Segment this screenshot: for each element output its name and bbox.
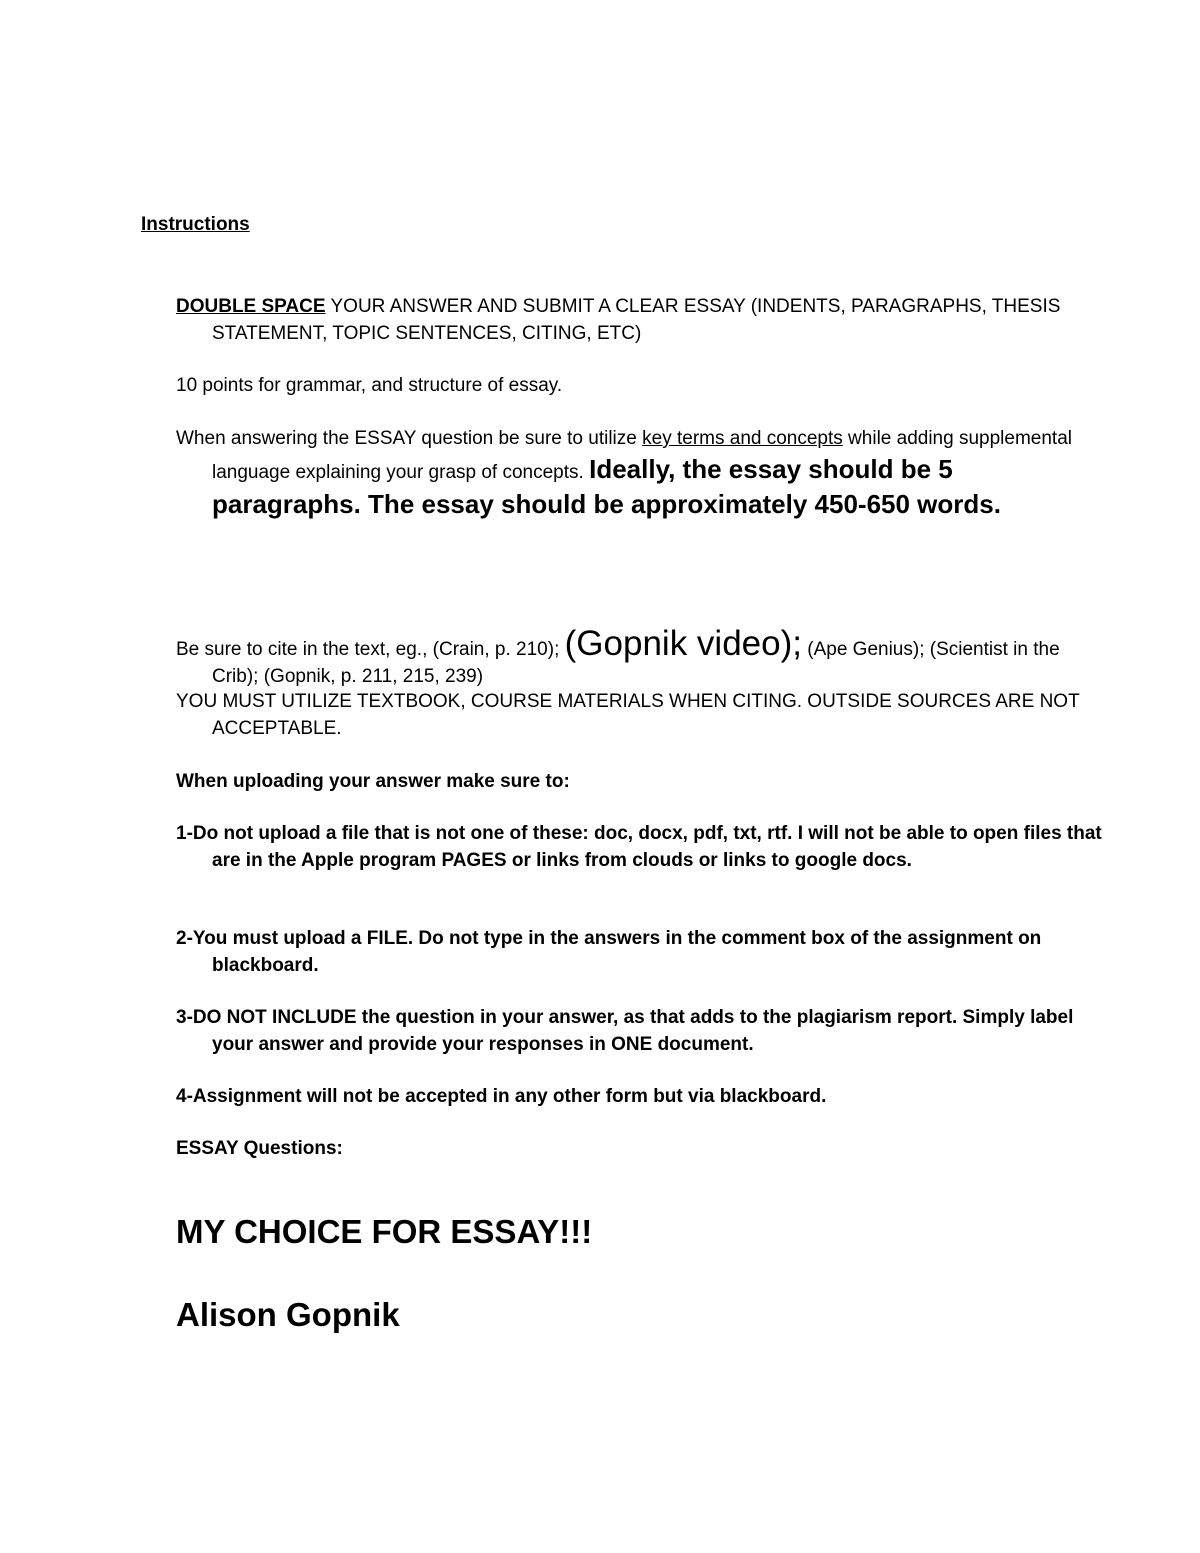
upload-rule-4: 4-Assignment will not be accepted in any other form but via blackboard. <box>176 1086 827 1107</box>
key-terms-text-b: while adding supplemental language explaining your grasp of concepts. <box>212 428 1072 483</box>
essay-length-note: Ideally, the essay should be 5 paragraphs. The essay should be approximately 450-650 words. <box>212 454 1001 519</box>
double-space-paragraph <box>176 293 1102 347</box>
sources-warning: YOU MUST UTILIZE TEXTBOOK, COURSE MATERIALS WHEN CITING. OUTSIDE SOURCES ARE NOT ACCEPTABLE. <box>176 691 1080 739</box>
key-terms-text-a: When answering the ESSAY question be sure to utilize <box>176 428 643 449</box>
upload-rule-1: 1-Do not upload a file that is not one of these: doc, docx, pdf, txt, rtf. I will not be able to open files that are in the Apple program PAGES or links from clouds or links to google docs. <box>176 823 1102 871</box>
choice-heading: MY CHOICE FOR ESSAY!!! <box>176 1213 593 1250</box>
double-space-rest: YOUR ANSWER AND SUBMIT A CLEAR ESSAY (INDENTS, PARAGRAPHS, THESIS STATEMENT, TOPIC SENTENCES, CITING, ETC) <box>212 296 1061 344</box>
grammar-points-paragraph: 10 points for grammar, and structure of essay. <box>176 375 563 396</box>
upload-rule-2: 2-You must upload a FILE. Do not type in the answers in the comment box of the assignment on blackboard. <box>176 928 1042 976</box>
gopnik-video-citation: (Gopnik video); <box>564 624 802 663</box>
author-heading: Alison Gopnik <box>176 1296 400 1333</box>
key-terms-underlined: key terms and concepts <box>642 428 843 449</box>
citation-text-a: Be sure to cite in the text, eg., (Crain, p. 210); <box>176 639 565 660</box>
key-terms-paragraph <box>176 425 1072 522</box>
essay-questions-label: ESSAY Questions: <box>176 1138 343 1159</box>
upload-heading: When uploading your answer make sure to: <box>176 771 570 792</box>
instructions-title: Instructions <box>141 214 250 235</box>
citation-text-b: (Ape Genius); (Scientist in the Crib); (Gopnik, p. 211, 215, 239) <box>212 639 1060 687</box>
double-space-lead: DOUBLE SPACE <box>176 296 326 317</box>
citation-paragraph <box>176 624 1072 690</box>
upload-rule-3: 3-DO NOT INCLUDE the question in your answer, as that adds to the plagiarism report. Simply label your answer and provide your responses in ONE document. <box>176 1007 1074 1055</box>
